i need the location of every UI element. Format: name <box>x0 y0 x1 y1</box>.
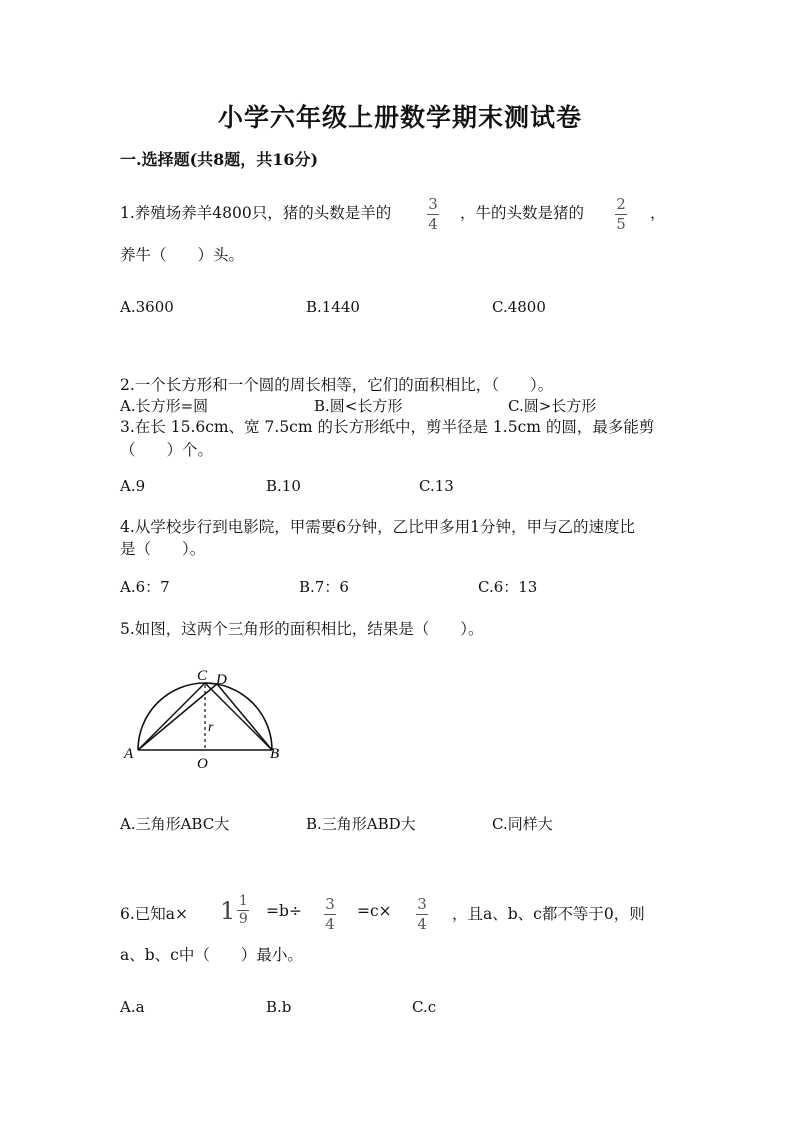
q4-text-line1: 4.从学校步行到电影院，甲需要6分钟，乙比甲多用1分钟，甲与乙的速度比 <box>120 518 636 536</box>
q5-option-a: A.三角形ABC大 <box>120 815 230 833</box>
segment-ac <box>138 683 205 750</box>
fraction-numerator: 3 <box>325 895 335 913</box>
q3-option-b: B.10 <box>266 477 301 495</box>
q6-mixed-number <box>220 894 249 927</box>
label-r: r <box>208 720 214 735</box>
segment-cb <box>205 683 272 750</box>
fraction-denominator: 4 <box>417 915 427 933</box>
q1-option-b: B.1440 <box>306 298 360 316</box>
q6-fraction-2 <box>416 896 428 933</box>
q4-text-line2: 是（ ）。 <box>120 540 206 558</box>
q2-option-a: A.长方形=圆 <box>120 397 209 415</box>
q1-text-part1: 1.养殖场养羊4800只，猪的头数是羊的 <box>120 204 392 222</box>
fraction-denominator: 5 <box>616 215 626 233</box>
q3-option-a: A.9 <box>120 477 146 495</box>
label-c: C <box>197 668 208 684</box>
q2-option-c: C.圆>长方形 <box>508 397 597 415</box>
q4-option-a: A.6：7 <box>120 578 170 596</box>
q1-fraction-1 <box>427 196 439 233</box>
q2-option-b: B.圆<长方形 <box>314 397 403 415</box>
mixed-fraction <box>237 894 249 927</box>
q5-text: 5.如图，这两个三角形的面积相比，结果是（ ）。 <box>120 620 484 638</box>
q1-fraction-2 <box>615 196 627 233</box>
q6-text-part4: ，且a、b、c都不等于0，则 <box>452 905 645 923</box>
q4-option-b: B.7：6 <box>299 578 349 596</box>
label-b: B <box>270 746 280 762</box>
q4-option-c: C.6：13 <box>478 578 538 596</box>
q1-option-c: C.4800 <box>492 298 546 316</box>
q5-option-c: C.同样大 <box>492 815 553 833</box>
label-a: A <box>124 746 134 762</box>
label-d: D <box>216 672 227 688</box>
q2-text: 2.一个长方形和一个圆的周长相等，它们的面积相比，（ ）。 <box>120 376 554 394</box>
q1-text-line2: 养牛（ ）头。 <box>120 246 245 264</box>
mixed-whole: 1 <box>220 896 236 925</box>
section-heading: 一.选择题(共8题，共16分) <box>120 150 319 169</box>
page-title: 小学六年级上册数学期末测试卷 <box>217 103 582 132</box>
q6-fraction-1 <box>324 896 336 933</box>
fraction-numerator: 3 <box>417 895 427 913</box>
q6-text-line2: a、b、c中（ ）最小。 <box>120 946 303 964</box>
q3-text-line1: 3.在长 15.6cm、宽 7.5cm 的长方形纸中，剪半径是 1.5cm 的圆，最多能剪 <box>120 418 655 436</box>
fraction-denominator: 9 <box>238 911 248 927</box>
q6-text-part2: =b÷ <box>266 902 302 920</box>
semicircle-triangles-figure <box>118 665 293 777</box>
q6-text-part3: =c× <box>357 902 392 920</box>
q1-text-part2: ，牛的头数是猪的 <box>460 204 585 222</box>
fraction-numerator: 1 <box>238 893 248 909</box>
q6-option-c: C.c <box>412 998 437 1016</box>
q1-option-a: A.3600 <box>120 298 174 316</box>
q3-option-c: C.13 <box>419 477 454 495</box>
q6-text-part1: 6.已知a× <box>120 905 189 923</box>
q5-option-b: B.三角形ABD大 <box>306 815 416 833</box>
q6-option-a: A.a <box>120 998 145 1016</box>
fraction-denominator: 4 <box>325 915 335 933</box>
fraction-numerator: 2 <box>616 195 626 213</box>
fraction-numerator: 3 <box>428 195 438 213</box>
fraction-denominator: 4 <box>428 215 438 233</box>
label-o: O <box>197 756 208 772</box>
q6-option-b: B.b <box>266 998 292 1016</box>
q1-text-part3: ， <box>650 204 666 222</box>
q3-text-line2: （ ）个。 <box>120 441 214 459</box>
